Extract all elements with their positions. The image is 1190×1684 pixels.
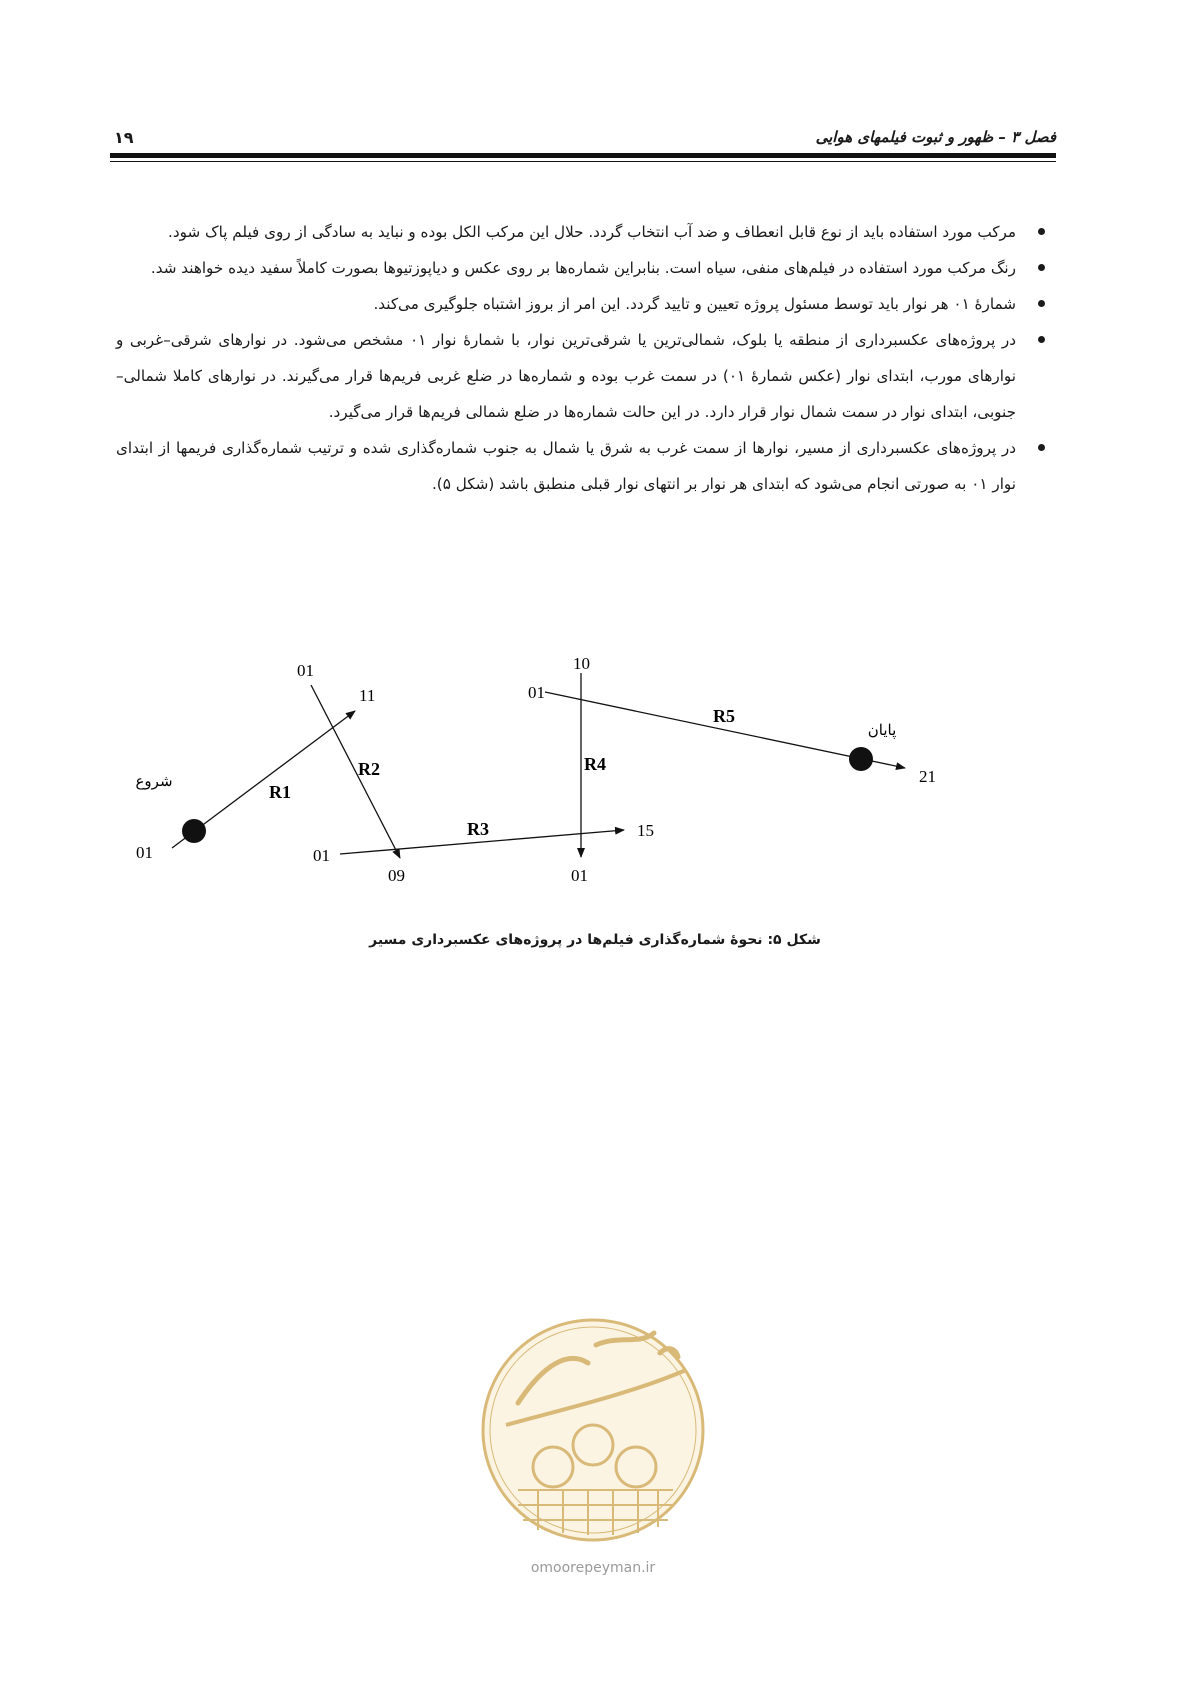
header-rule-thin (110, 161, 1056, 162)
bullet-item (116, 250, 1048, 286)
chapter-title: فصل ۳ – ظهور و ثبوت فیلمهای هوایی (815, 128, 1056, 146)
strip-numbering-diagram (130, 658, 1030, 898)
strip-r1 (135, 686, 375, 862)
strip-r2-end-number: 09 (388, 866, 405, 885)
bullet-text: در پروژه‌های عکسبرداری از مسیر، نوارها از سمت غرب به شرق یا شمال به جنوب شماره‌گذاری شده و ترتیب شماره‌گذاری فریمها از ابتدای نوار ۰۱ به صورتی انجام می‌شود که ابتدای هر نوار بر انتهای نوار قبلی منطبق باشد (شکل ۵). (116, 439, 1016, 493)
body-text (116, 214, 1048, 502)
strip-r4-start-number: 10 (573, 658, 590, 673)
strip-r3-label: R3 (467, 819, 489, 839)
end-point (849, 747, 873, 771)
bullet-text: رنگ مرکب مورد استفاده در فیلم‌های منفی، سیاه است. بنابراین شماره‌ها بر روی عکس و دیاپوزتیوها بصورت کاملاً سفید دیده خواهند شد. (150, 259, 1016, 277)
bullet-item (116, 286, 1048, 322)
strip-r1-start-number: 01 (136, 843, 153, 862)
end-label: پایان (867, 723, 897, 739)
strip-r2-label: R2 (358, 759, 380, 779)
strip-r5-label: R5 (713, 706, 735, 726)
bullet-dot (1038, 336, 1045, 343)
strip-r3-start-number: 01 (313, 846, 330, 865)
bullet-text: شمارهٔ ۰۱ هر نوار باید توسط مسئول پروژه تعیین و تایید گردد. این امر از بروز اشتباه جلوگیری می‌کند. (373, 295, 1016, 313)
bullet-item (116, 430, 1048, 502)
strip-r4-label: R4 (584, 754, 606, 774)
bullet-item (116, 322, 1048, 430)
page-number: ۱۹ (114, 128, 134, 147)
strip-r1-label: R1 (269, 782, 291, 802)
strip-r5-start-number: 01 (528, 683, 545, 702)
strip-r5-end-number: 21 (919, 767, 936, 786)
bullet-text: در پروژه‌های عکسبرداری از منطقه یا بلوک، شمالی‌ترین یا شرقی‌ترین نوار، با شمارهٔ نوار ۰۱ مشخص می‌شود. در نوارهای شرقی–غربی و نوارهای مورب، ابتدای نوار (عکس شمارهٔ ۰۱) در سمت غرب بوده و شماره‌ها در ضلع غربی فریم‌ها قرار می‌گیرند. در نوارهای کاملا شمالی–جنوبی، ابتدای نوار در سمت شمال نوار قرار دارد. در این حالت شماره‌ها در ضلع شمالی فریم‌ها قرار می‌گیرد. (116, 331, 1016, 421)
strip-r4 (571, 658, 606, 885)
figure-caption: شکل ۵: نحوهٔ شماره‌گذاری فیلم‌ها در پروژه‌های عکسبرداری مسیر (369, 932, 821, 948)
omoorepeyman-logo (478, 1305, 708, 1565)
bullet-dot (1038, 300, 1045, 307)
bullet-item (116, 214, 1048, 250)
start-label: شروع (135, 774, 173, 790)
strip-r3 (313, 819, 654, 865)
start-point (182, 819, 206, 843)
bullet-text: مرکب مورد استفاده باید از نوع قابل انعطاف و ضد آب انتخاب گردد. حلال این مرکب الکل بوده و نباید به سادگی از روی فیلم پاک شود. (168, 223, 1016, 241)
bullet-dot (1038, 444, 1045, 451)
strip-r2-line (311, 685, 400, 858)
strip-r2-start-number: 01 (297, 661, 314, 680)
header-rule-thick (110, 153, 1056, 158)
logo-url: omoorepeyman.ir (530, 1560, 656, 1576)
strip-r3-end-number: 15 (637, 821, 654, 840)
strip-r4-end-number: 01 (571, 866, 588, 885)
bullet-dot (1038, 228, 1045, 235)
bullet-list (116, 214, 1048, 502)
bullet-dot (1038, 264, 1045, 271)
strip-r1-end-number: 11 (359, 686, 376, 705)
page-header (110, 118, 1056, 148)
